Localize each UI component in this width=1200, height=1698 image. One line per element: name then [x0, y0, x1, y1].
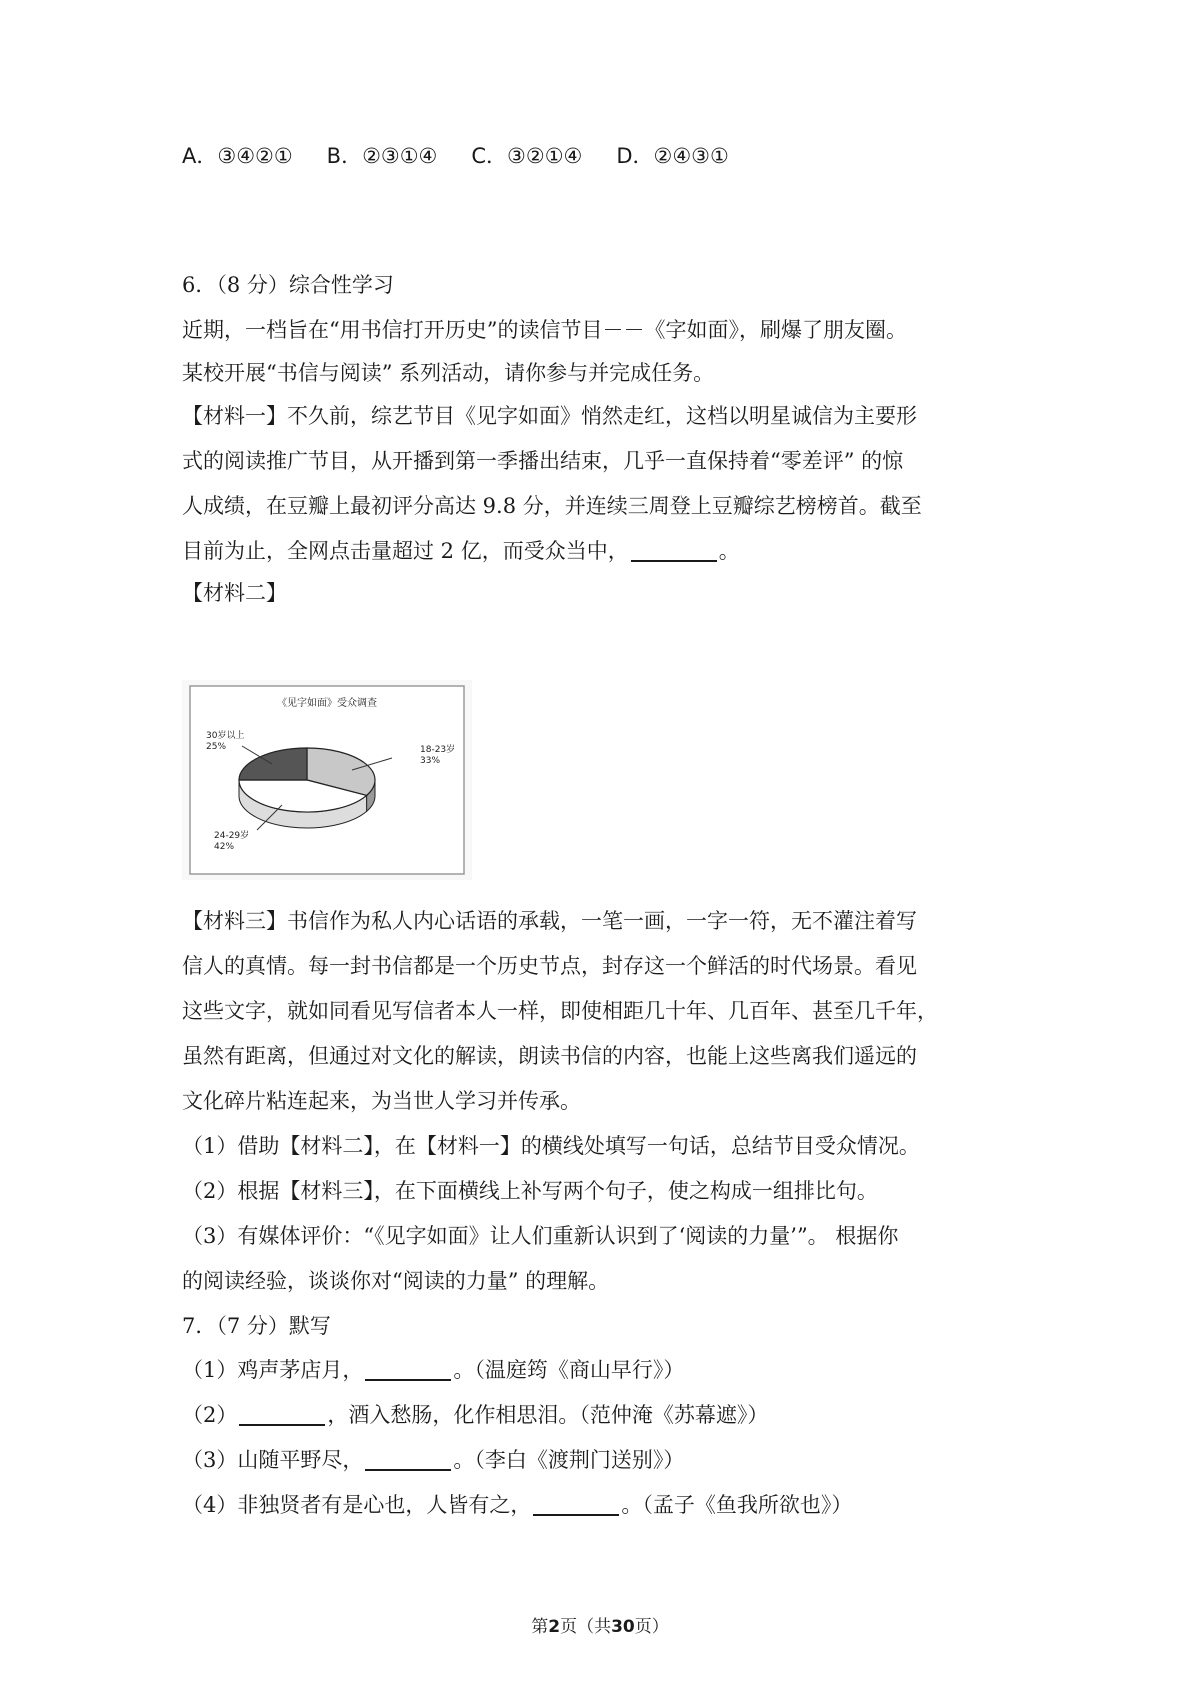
q5-options — [182, 141, 729, 171]
material-1-line: 人成绩，在豆瓣上最初评分高达 9.8 分，并连续三周登上豆瓣综艺榜榜首。截至 — [182, 494, 922, 518]
pie-chart-svg — [182, 680, 472, 880]
task-1: （1）借助【材料二】，在【材料一】的横线处填写一句话，总结节目受众情况。 — [182, 1134, 920, 1158]
pie-label-category: 24-29岁 — [214, 831, 250, 841]
q7-heading: 7．（7 分）默写 — [182, 1314, 331, 1338]
q7-item-text: （2） — [182, 1403, 238, 1427]
q5-option-a: A．③④②① — [182, 144, 293, 168]
q7-item-text: 。（李白《渡荆门送别》） — [453, 1448, 685, 1472]
answer-blank[interactable] — [631, 538, 717, 562]
page-total: 30 — [611, 1617, 635, 1637]
answer-blank[interactable] — [533, 1492, 619, 1516]
pie-label-category: 18-23岁 — [420, 745, 456, 755]
q5-option-b: B．②③①④ — [326, 144, 438, 168]
q7-item-text: 。（温庭筠《商山早行》） — [453, 1358, 685, 1382]
footer-text: 页） — [634, 1617, 669, 1637]
answer-blank[interactable] — [239, 1402, 325, 1426]
pie-label-category: 30岁以上 — [206, 731, 245, 741]
q6-intro-line: 近期，一档旨在“用书信打开历史”的读信节目－－《字如面》，刷爆了朋友圈。 — [182, 318, 907, 342]
material-1-text: 目前为止，全网点击量超过 2 亿，而受众当中， — [182, 539, 629, 563]
q5-option-c: C．③②①④ — [471, 144, 583, 168]
page-footer — [0, 1612, 1200, 1637]
pie-label-value: 25% — [206, 742, 227, 752]
task-3: （3）有媒体评价：“《见字如面》让人们重新认识到了‘阅读的力量’”。 根据你 — [182, 1224, 899, 1248]
material-3-line: 这些文字，就如同看见写信者本人一样，即使相距几十年、几百年、甚至几千年， — [182, 999, 938, 1023]
material-2-label: 【材料二】 — [182, 581, 287, 605]
pie-label-value: 33% — [420, 756, 441, 766]
task-3-cont: 的阅读经验，谈谈你对“阅读的力量” 的理解。 — [182, 1269, 610, 1293]
footer-text: 第 — [531, 1617, 549, 1637]
material-3-line: 虽然有距离，但通过对文化的解读，朗读书信的内容，也能上这些离我们遥远的 — [182, 1044, 917, 1068]
q7-item — [182, 1355, 684, 1385]
material-3-line: 信人的真情。每一封书信都是一个历史节点，封存这一个鲜活的时代场景。看见 — [182, 954, 917, 978]
chart-title: 《见字如面》受众调查 — [277, 698, 377, 709]
q7-item-text: 。（孟子《鱼我所欲也》） — [621, 1493, 853, 1517]
page-number: 2 — [548, 1617, 561, 1637]
audience-pie-chart — [182, 680, 472, 880]
q6-heading: 6．（8 分）综合性学习 — [182, 273, 394, 297]
material-1-text-end: 。 — [718, 539, 740, 563]
q7-item-text: ，酒入愁肠，化作相思泪。（范仲淹《苏幕遮》） — [327, 1403, 769, 1427]
answer-blank[interactable] — [365, 1447, 451, 1471]
q5-option-d: D．②④③① — [616, 144, 729, 168]
q7-item-text: （4）非独贤者有是心也，人皆有之， — [182, 1493, 532, 1517]
material-1-line: 【材料一】不久前，综艺节目《见字如面》悄然走红，这档以明星诚信为主要形 — [182, 404, 917, 428]
q7-item — [182, 1490, 852, 1520]
material-3-line: 【材料三】书信作为私人内心话语的承载，一笔一画，一字一符，无不灌注着写 — [182, 909, 917, 933]
task-2: （2）根据【材料三】，在下面横线上补写两个句子，使之构成一组排比句。 — [182, 1179, 878, 1203]
q7-item-text: （1）鸡声茅店月， — [182, 1358, 364, 1382]
answer-blank[interactable] — [365, 1357, 451, 1381]
material-1-last-line — [182, 536, 740, 566]
q7-item — [182, 1400, 768, 1430]
material-1-line: 式的阅读推广节目，从开播到第一季播出结束，几乎一直保持着“零差评” 的惊 — [182, 449, 904, 473]
q7-item — [182, 1445, 684, 1475]
pie-label-value: 42% — [214, 842, 235, 852]
material-3-line: 文化碎片粘连起来，为当世人学习并传承。 — [182, 1089, 581, 1113]
footer-text: 页（共 — [560, 1617, 612, 1637]
q6-intro-line: 某校开展“书信与阅读” 系列活动，请你参与并完成任务。 — [182, 361, 715, 385]
q7-item-text: （3）山随平野尽， — [182, 1448, 364, 1472]
